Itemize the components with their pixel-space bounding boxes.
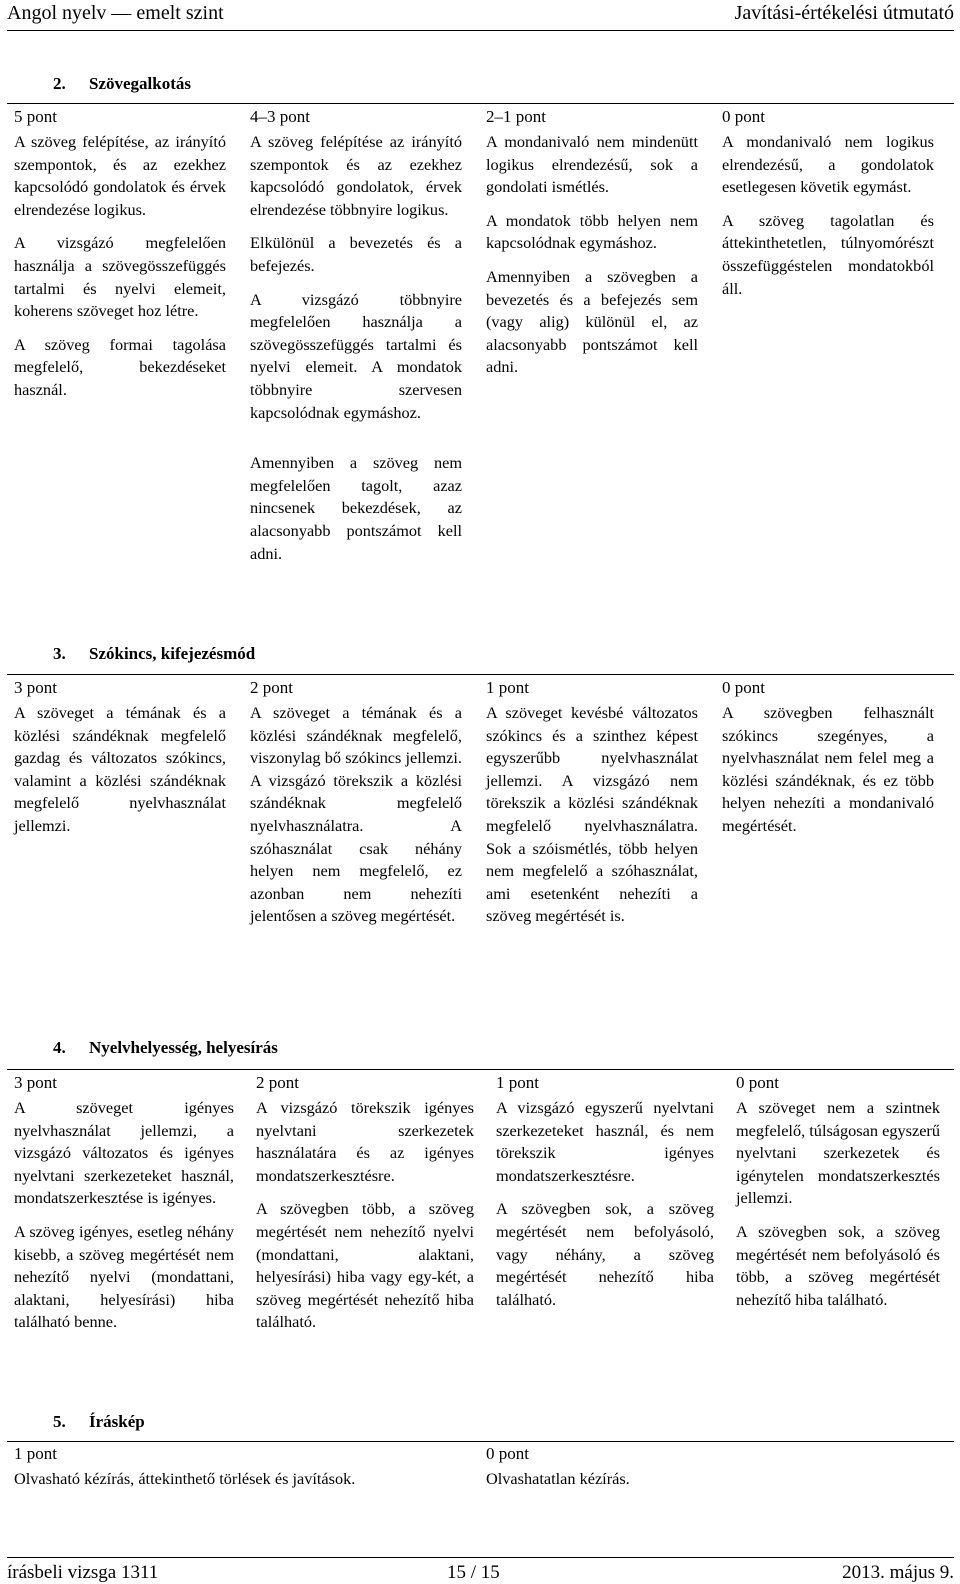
section-4-col-2 — [256, 1097, 474, 1345]
criterion-text: A mondanivaló nem logikus elrendezésű, a gondolatok esetlegesen követik egymást. — [722, 132, 934, 197]
criterion-text: A szöveg felépítése az irányító szempontok és az ezekhez kapcsolódó gondolatok, érvek elrendezése többnyire logikus. — [250, 132, 462, 219]
section-2-col-4 — [722, 131, 934, 311]
criterion-text: Olvasható kézírás, áttekinthető törlések és javítások. — [14, 1469, 356, 1488]
criterion-text: A szövegben sok, a szöveg megértését nem befolyásoló és több, a szöveg megértését nehezítő hiba található. — [736, 1221, 940, 1309]
criterion-text: A mondatok több helyen nem kapcsolódnak egymáshoz. — [486, 210, 698, 253]
criterion-text: A szöveget igényes nyelvhasználat jellemzi, a vizsgázó változatos és igényes nyelvtani szerkezeteket használ, mondatszerkesztése is igényes. — [14, 1098, 234, 1208]
criterion-text: A szöveget nem a szintnek megfelelő, túlságosan egyszerű nyelvtani szerkezetek és igénytelen mondatszerkesztés jellemzi. — [736, 1098, 940, 1208]
criterion-text: A szöveg felépítése, az irányító szempontok, és az ezekhez kapcsolódó gondolatok és érvek elrendezése logikus. — [14, 132, 226, 219]
criterion-text: A szövegben felhasznált szókincs szegényes, a nyelvhasználat nem felel meg a közlési szándéknak, és ez több helyen nehezíti a mondanivaló megértését. — [722, 703, 934, 835]
section-5-col-1 — [14, 1468, 474, 1502]
score-label: 0 pont — [486, 1444, 529, 1463]
score-label: 2 pont — [256, 1073, 299, 1092]
score-label: 1 pont — [14, 1444, 57, 1463]
section-4-col-3 — [496, 1097, 714, 1322]
criterion-text: A szöveget a témának és a közlési szándéknak megfelelő, viszonylag bő szókincs jellemzi. A vizsgázó törekszik a közlési szándéknak megfelelő nyelvhasználatra. A szóhasználat csak néhány helyen nem megfelelő, ez azonban nem nehezíti jelentősen a szöveg megértését. — [250, 703, 462, 926]
criterion-text: A szöveget kevésbé változatos szókincs és a szinthez képest egyszerűbb nyelvhasználat jellemzi. A vizsgázó nem törekszik a közlési szándéknak megfelelő nyelvhasználatra. Sok a szóismétlés, több helyen nem megfelelő a szóhasználat, ami esetenként nehezíti a szöveg megértését is. — [486, 703, 698, 926]
section-3-score-rule — [7, 674, 954, 695]
header-right: Javítási-értékelési útmutató — [734, 2, 954, 24]
criterion-text: Amennyiben a szövegben a bevezetés és a befejezés sem (vagy alig) különül el, az alacsonyabb pontszámot kell adni. — [486, 266, 698, 377]
footer-left: írásbeli vizsga 1311 — [7, 1562, 159, 1583]
section-2-score-rule — [7, 103, 954, 124]
score-label: 0 pont — [736, 1073, 779, 1092]
header-left: Angol nyelv — emelt szint — [7, 2, 224, 24]
score-label: 0 pont — [722, 107, 765, 126]
page-number: 15 / 15 — [447, 1562, 500, 1583]
score-label: 5 pont — [14, 107, 57, 126]
criterion-text: A szöveget a témának és a közlési szándéknak megfelelő gazdag és változatos szókincs, valamint a közlési szándéknak megfelelő nyelvhasználat jellemzi. — [14, 703, 226, 835]
section-4-title: 4. Nyelvhelyesség, helyesírás — [53, 1038, 278, 1057]
criterion-text: A szövegben több, a szöveg megértését nem nehezítő nyelvi (mondattani, alaktani, helyesírási) hiba vagy egy-két, a szöveg megértését nehezítő hiba található. — [256, 1199, 474, 1332]
criterion-text: A vizsgázó többnyire megfelelően használja a szövegösszefüggés tartalmi és nyelvi elemeit. A mondatok többnyire szervesen kapcsolódnak egymáshoz. — [250, 289, 462, 422]
section-3-col-1 — [14, 702, 226, 849]
section-2-col-1 — [14, 131, 226, 413]
score-label: 3 pont — [14, 678, 57, 697]
criterion-text: A szöveg formai tagolása megfelelő, bekezdéseket használ. — [14, 334, 226, 399]
section-2-col-3 — [486, 131, 698, 390]
criterion-text: A vizsgázó egyszerű nyelvtani szerkezeteket használ, és nem törekszik igényes mondatszerkesztésre. — [496, 1098, 714, 1185]
header-rule — [7, 30, 954, 31]
criterion-text: A szöveg igényes, esetleg néhány kisebb, a szöveg megértését nem nehezítő nyelvi (mondattani, alaktani, helyesírási) hiba található benne. — [14, 1221, 234, 1332]
section-4-score-rule — [7, 1069, 954, 1090]
criterion-text: A vizsgázó megfelelően használja a szövegösszefüggés tartalmi és nyelvi elemeit, koherens szöveget hoz létre. — [14, 233, 226, 321]
section-3-col-3 — [486, 702, 698, 939]
criterion-text: A vizsgázó törekszik igényes nyelvtani szerkezetek használatára és az igényes mondatszerkesztésre. — [256, 1098, 474, 1185]
score-label: 3 pont — [14, 1073, 57, 1092]
section-5-col-2 — [486, 1468, 926, 1502]
criterion-text: Amennyiben a szöveg nem megfelelően tagolt, azaz nincsenek bekezdések, az alacsonyabb pontszámot kell adni. — [250, 453, 462, 563]
criterion-text: Olvashatatlan kézírás. — [486, 1469, 630, 1488]
score-label: 2–1 pont — [486, 107, 546, 126]
footer-date: 2013. május 9. — [842, 1562, 954, 1583]
section-2-col-2 — [250, 131, 462, 576]
score-label: 0 pont — [722, 678, 765, 697]
section-4-col-1 — [14, 1097, 234, 1345]
criterion-text: Elkülönül a bevezetés és a befejezés. — [250, 233, 462, 275]
criterion-text: A szövegben sok, a szöveg megértését nem befolyásoló, vagy néhány, a szöveg megértését nehezítő hiba található. — [496, 1199, 714, 1309]
section-3-col-4 — [722, 702, 934, 849]
page-header — [7, 0, 954, 30]
score-label: 2 pont — [250, 678, 293, 697]
score-label: 1 pont — [486, 678, 529, 697]
score-label: 1 pont — [496, 1073, 539, 1092]
criterion-text: A mondanivaló nem mindenütt logikus elrendezésű, sok a gondolati ismétlés. — [486, 132, 698, 197]
footer-rule — [7, 1557, 954, 1558]
section-5-title: 5. Íráskép — [53, 1412, 145, 1431]
section-3-title: 3. Szókincs, kifejezésmód — [53, 644, 256, 663]
section-4-col-4 — [736, 1097, 940, 1322]
section-3-col-2 — [250, 702, 462, 939]
section-2-title: 2. Szövegalkotás — [53, 74, 191, 93]
score-label: 4–3 pont — [250, 107, 310, 126]
section-5-score-rule — [7, 1441, 954, 1462]
criterion-text: A szöveg tagolatlan és áttekinthetetlen, túlnyomórészt összefüggéstelen mondatokból áll. — [722, 210, 934, 298]
